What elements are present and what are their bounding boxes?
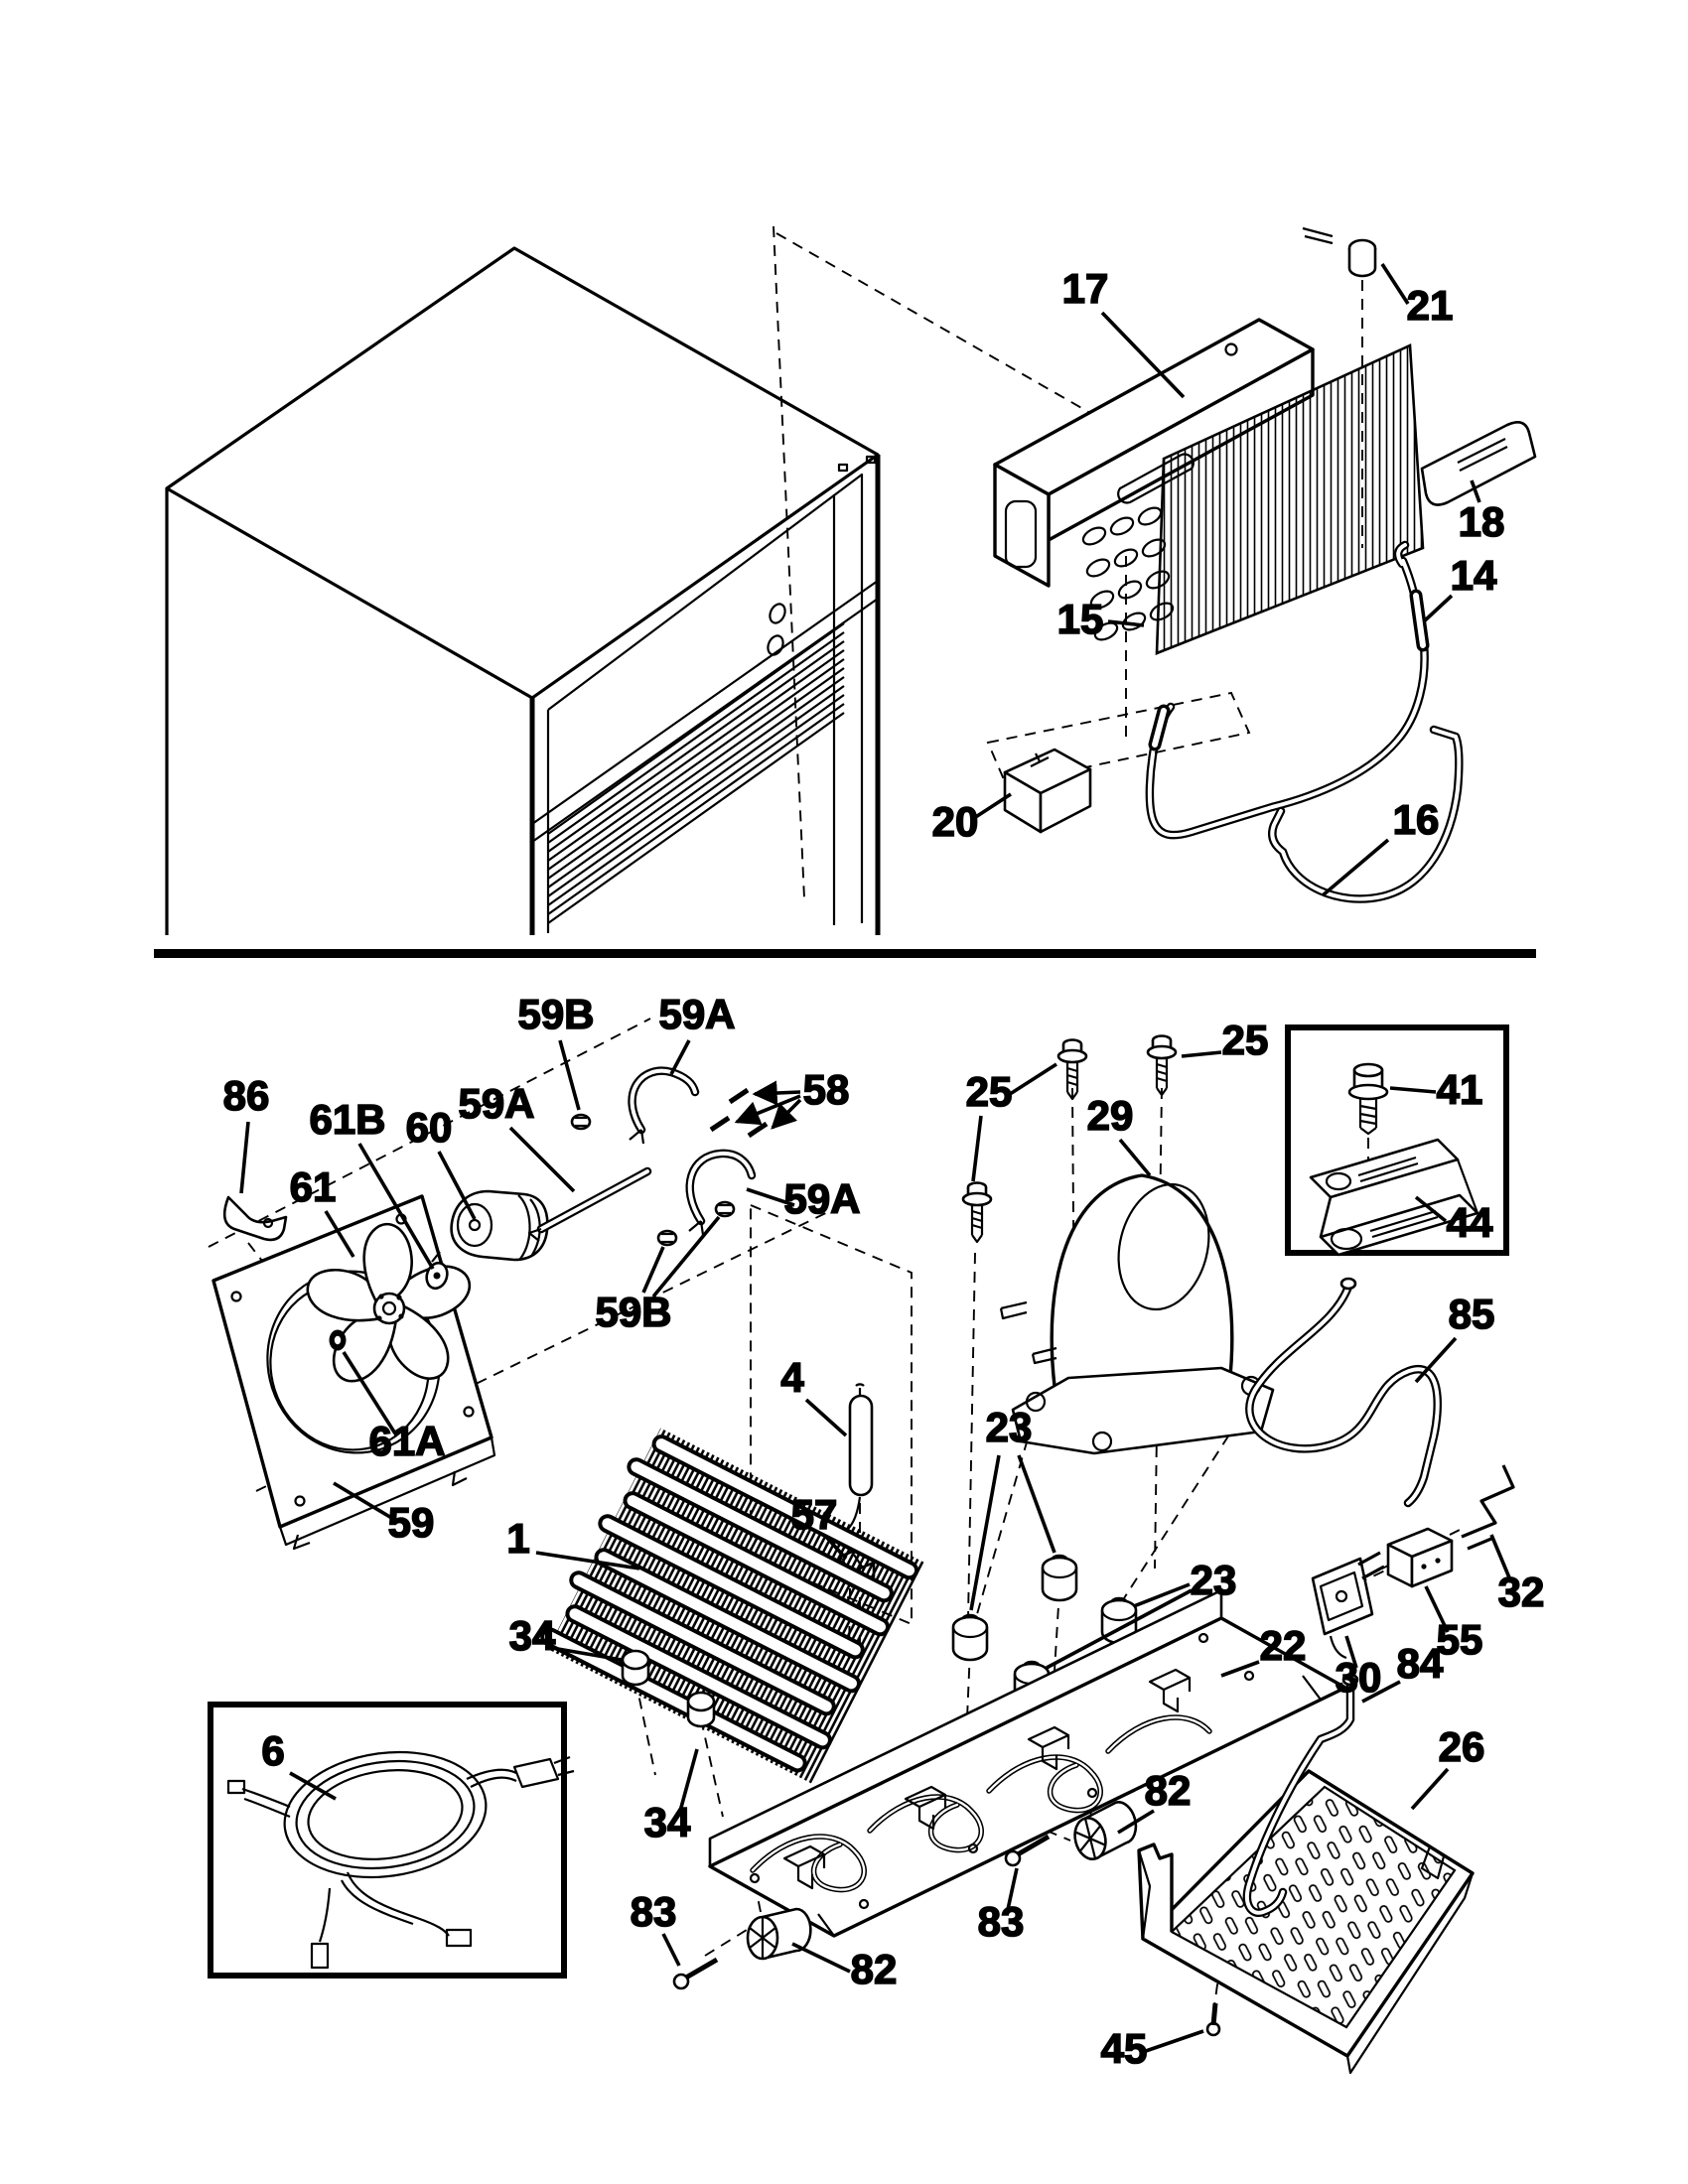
leader bbox=[1019, 1455, 1055, 1553]
compressor-29 bbox=[1001, 1174, 1273, 1453]
leader bbox=[1390, 1088, 1436, 1092]
callout-30 bbox=[1336, 1636, 1382, 1701]
callout-21 bbox=[1382, 264, 1453, 329]
callout-14-text: 14 bbox=[1450, 552, 1497, 599]
callout-26 bbox=[1412, 1723, 1484, 1809]
callout-25-1-text: 25 bbox=[965, 1068, 1013, 1115]
callout-32-text: 32 bbox=[1497, 1569, 1545, 1615]
callout-59A-2-text: 59A bbox=[458, 1080, 535, 1127]
condenser-foot-34-1 bbox=[623, 1651, 648, 1685]
screw-83-1 bbox=[674, 1960, 717, 1988]
defrost-thermostat-20 bbox=[988, 693, 1249, 832]
leader bbox=[1424, 596, 1452, 621]
motor-shaft-59A bbox=[529, 1171, 647, 1241]
compressor-grommet-23-2 bbox=[953, 1615, 987, 1660]
interior-shelf-fins bbox=[548, 623, 844, 923]
callout-25-1 bbox=[966, 1064, 1056, 1181]
callout-45-text: 45 bbox=[1100, 2025, 1148, 2072]
callout-57-text: 57 bbox=[790, 1491, 838, 1538]
callout-4-text: 4 bbox=[780, 1354, 804, 1401]
callout-45 bbox=[1101, 2025, 1203, 2072]
callout-82-1 bbox=[792, 1944, 897, 1992]
callout-17 bbox=[1062, 265, 1184, 397]
callout-59B-2-text: 59B bbox=[595, 1289, 672, 1335]
motor-grommet-61A bbox=[330, 1330, 347, 1351]
callout-20 bbox=[932, 794, 1011, 845]
callout-58-text: 58 bbox=[802, 1066, 850, 1113]
callout-16 bbox=[1323, 796, 1439, 895]
callout-34-2-text: 34 bbox=[643, 1799, 691, 1845]
callout-85-text: 85 bbox=[1448, 1291, 1495, 1337]
callout-61-text: 61 bbox=[289, 1163, 337, 1210]
callout-82-1-text: 82 bbox=[850, 1946, 898, 1992]
callout-83-2-text: 83 bbox=[977, 1898, 1025, 1945]
callout-59B-2 bbox=[595, 1217, 719, 1335]
callout-15-text: 15 bbox=[1056, 596, 1104, 642]
screw-45 bbox=[1207, 2003, 1219, 2035]
callout-59A-1-text: 59A bbox=[658, 991, 736, 1037]
leader bbox=[1007, 1064, 1056, 1096]
nut-59B-2 bbox=[658, 1231, 676, 1245]
compressor-screw-25-3 bbox=[1148, 1036, 1176, 1096]
callout-59 bbox=[334, 1483, 434, 1546]
callout-23-1-text: 23 bbox=[985, 1404, 1033, 1450]
callout-83-1 bbox=[631, 1888, 679, 1966]
callout-59A-1 bbox=[658, 991, 735, 1074]
leader bbox=[653, 1217, 719, 1297]
callout-84-text: 84 bbox=[1396, 1640, 1444, 1687]
callout-23-2-text: 23 bbox=[1190, 1557, 1237, 1603]
leader bbox=[1146, 2031, 1203, 2051]
nut-59B-1 bbox=[572, 1115, 590, 1129]
callout-22-text: 22 bbox=[1259, 1622, 1307, 1669]
leader bbox=[1120, 1140, 1150, 1175]
callout-29-text: 29 bbox=[1086, 1092, 1134, 1139]
drain-pan-26 bbox=[1139, 1771, 1473, 2073]
compressor-grommet-23-1 bbox=[1043, 1556, 1076, 1600]
callout-25-2 bbox=[1182, 1017, 1268, 1063]
leader bbox=[755, 1092, 800, 1094]
callout-61B-text: 61B bbox=[309, 1096, 386, 1143]
callout-82-2-text: 82 bbox=[1144, 1767, 1192, 1814]
callout-6 bbox=[261, 1727, 336, 1799]
bumper-82-1 bbox=[748, 1909, 810, 1959]
callout-61A-text: 61A bbox=[368, 1418, 446, 1464]
drier-4 bbox=[846, 1384, 872, 1541]
leader bbox=[973, 1116, 981, 1181]
callout-60-text: 60 bbox=[405, 1104, 453, 1151]
callout-59-text: 59 bbox=[387, 1499, 435, 1546]
callout-15 bbox=[1057, 596, 1144, 642]
callout-1-text: 1 bbox=[506, 1515, 530, 1562]
nut-59B-3 bbox=[716, 1202, 734, 1216]
callout-85 bbox=[1416, 1291, 1494, 1382]
callout-16-text: 16 bbox=[1392, 796, 1440, 843]
callout-86-text: 86 bbox=[222, 1072, 270, 1119]
callout-86 bbox=[223, 1072, 270, 1193]
mounting-tube-59A-upper bbox=[630, 1071, 695, 1144]
callout-59A-3-text: 59A bbox=[783, 1175, 861, 1222]
callout-83-1-text: 83 bbox=[630, 1888, 677, 1935]
callout-4 bbox=[780, 1354, 846, 1435]
callout-41-text: 41 bbox=[1436, 1066, 1483, 1113]
leader bbox=[671, 1040, 689, 1074]
leader bbox=[560, 1040, 579, 1110]
leader bbox=[510, 1128, 574, 1191]
compressor-screw-25-1 bbox=[963, 1183, 991, 1243]
callout-44-text: 44 bbox=[1446, 1199, 1493, 1246]
leader bbox=[792, 1944, 850, 1972]
leader bbox=[1323, 840, 1388, 895]
refrigerator-cabinet bbox=[167, 248, 878, 1203]
leader bbox=[1382, 264, 1408, 304]
callout-55-text: 55 bbox=[1436, 1616, 1483, 1663]
callout-17-text: 17 bbox=[1061, 265, 1109, 312]
callout-83-2 bbox=[978, 1868, 1025, 1945]
callout-14 bbox=[1424, 552, 1497, 621]
leader bbox=[806, 1400, 846, 1435]
callout-59A-2 bbox=[458, 1080, 574, 1191]
callout-18-text: 18 bbox=[1458, 498, 1505, 545]
section-divider bbox=[154, 949, 1536, 958]
leader bbox=[1182, 1052, 1221, 1056]
callout-59B-1-text: 59B bbox=[517, 991, 595, 1037]
overload-protector-55 bbox=[1388, 1529, 1452, 1586]
callout-32 bbox=[1491, 1535, 1544, 1615]
leader bbox=[663, 1934, 679, 1966]
leader bbox=[241, 1122, 248, 1193]
callout-20-text: 20 bbox=[931, 798, 979, 845]
spring-clip-32 bbox=[1462, 1465, 1513, 1549]
leader bbox=[1108, 621, 1144, 625]
callout-6-text: 6 bbox=[261, 1727, 285, 1774]
callout-25-2-text: 25 bbox=[1221, 1017, 1269, 1063]
callout-59A-3 bbox=[747, 1175, 861, 1222]
callout-34-1-text: 34 bbox=[508, 1612, 556, 1659]
callout-21-text: 21 bbox=[1406, 282, 1454, 329]
mounting-tube-59A-lower bbox=[689, 1154, 752, 1235]
callout-30-text: 30 bbox=[1335, 1654, 1382, 1701]
callout-26-text: 26 bbox=[1438, 1723, 1485, 1770]
callout-29 bbox=[1087, 1092, 1150, 1175]
leader bbox=[1412, 1769, 1448, 1809]
condenser-foot-34-2 bbox=[688, 1693, 714, 1726]
callout-41 bbox=[1390, 1066, 1482, 1113]
discharge-tube-85 bbox=[1249, 1279, 1437, 1503]
callout-58 bbox=[737, 1066, 849, 1128]
drain-trough-pad-18 bbox=[1422, 422, 1535, 504]
